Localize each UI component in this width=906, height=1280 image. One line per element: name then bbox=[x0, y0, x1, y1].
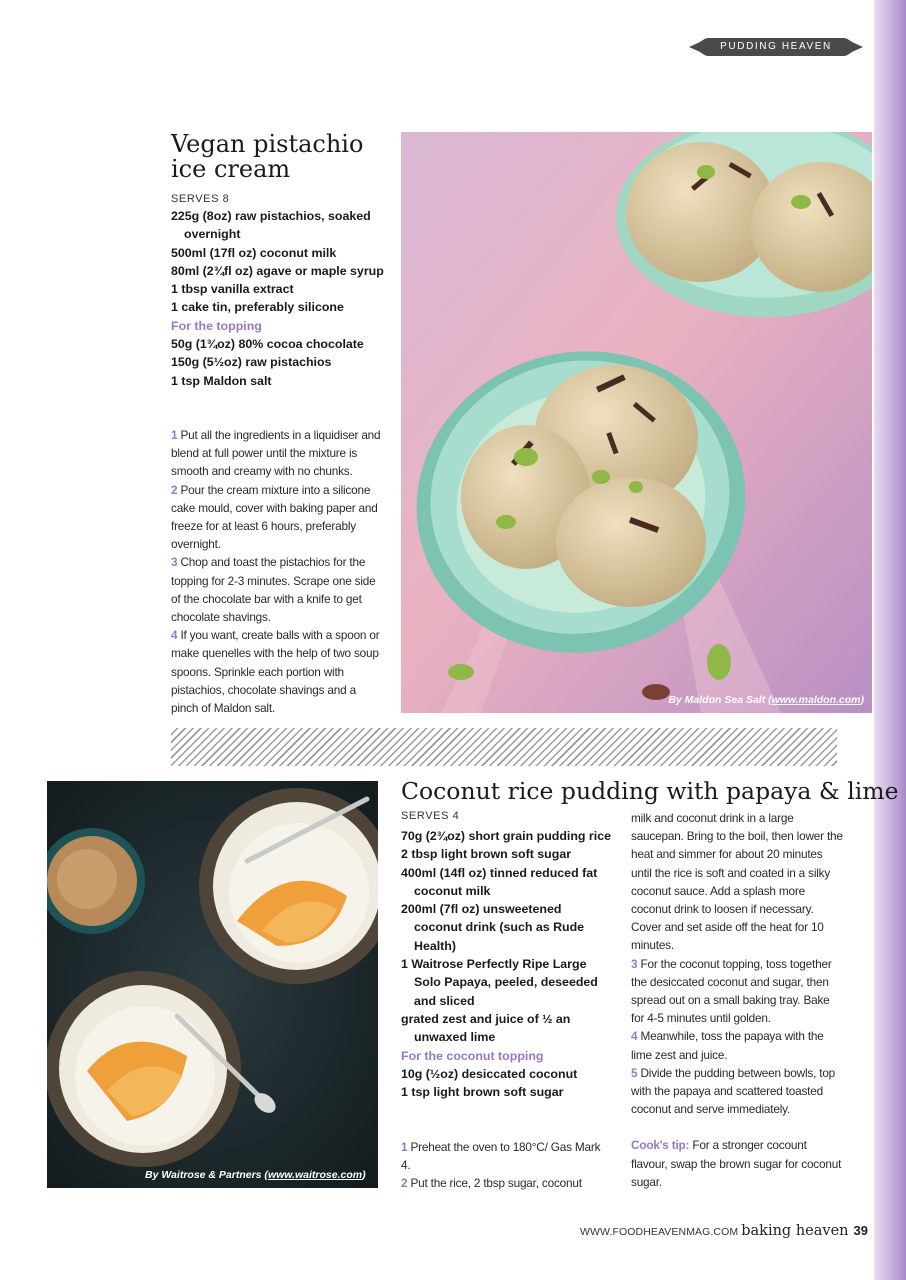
ingredient: 1 tsp light brown soft sugar bbox=[401, 1085, 564, 1100]
step-number: 1 bbox=[171, 428, 178, 442]
step-text: Chop and toast the pistachios for the topping for 2-3 minutes. Scrape one side of the chocolate bar with a knife to get chocolate shavings. bbox=[171, 555, 376, 625]
photo-credit-waitrose bbox=[145, 1169, 366, 1181]
step-number: 2 bbox=[171, 482, 178, 497]
credit-prefix: By Waitrose & Partners ( bbox=[145, 1169, 268, 1181]
ingredient: 225g (8oz) raw pistachios, soaked overnight bbox=[171, 209, 371, 242]
recipe1-title-line2: ice cream bbox=[171, 155, 291, 183]
step-text: Put all the ingredients in a liquidiser and blend at full power until the mixture is smooth and creamy with no chunks. bbox=[171, 428, 381, 479]
topping-heading: For the topping bbox=[171, 318, 262, 333]
footer-brand: baking heaven bbox=[741, 1223, 849, 1239]
step-text: Pour the cream mixture into a silicone cake mould, cover with baking paper and freeze for at least 6 hours, preferably overnight. bbox=[171, 482, 378, 552]
page-footer bbox=[580, 1222, 868, 1242]
step-text: Divide the pudding between bowls, top with the papaya and scattered toasted coconut and serve immediately. bbox=[631, 1065, 836, 1117]
recipe1-method bbox=[171, 426, 381, 717]
ingredient: grated zest and juice of ½ an unwaxed lime bbox=[401, 1011, 571, 1045]
ingredient: 10g (½oz) desiccated coconut bbox=[401, 1066, 578, 1081]
credit-prefix: By Maldon Sea Salt ( bbox=[668, 694, 772, 706]
credit-link[interactable]: www.waitrose.com bbox=[267, 1169, 363, 1181]
rice-pudding-photo bbox=[47, 781, 378, 1188]
method-step bbox=[631, 955, 845, 1028]
section-tag: PUDDING HEAVEN bbox=[720, 41, 832, 52]
ingredient: 50g (1¾oz) 80% cocoa chocolate bbox=[171, 337, 364, 352]
footer-url[interactable]: WWW.FOODHEAVENMAG.COM bbox=[580, 1226, 739, 1238]
method-step bbox=[171, 426, 381, 481]
step-text: Preheat the oven to 180°C/ Gas Mark 4. bbox=[401, 1140, 601, 1173]
method-step bbox=[171, 626, 381, 717]
method-step bbox=[401, 1138, 606, 1174]
ingredient: 2 tbsp light brown soft sugar bbox=[401, 847, 572, 862]
ice-cream-photo bbox=[401, 132, 872, 713]
recipe1-ingredients bbox=[171, 207, 386, 390]
recipe2-method-col2 bbox=[631, 809, 845, 1191]
step-number: 4 bbox=[631, 1029, 638, 1044]
step-number: 3 bbox=[171, 555, 178, 570]
rice-pudding-illustration bbox=[47, 781, 378, 1188]
step-text: Meanwhile, toss the papaya with the lime zest and juice. bbox=[631, 1029, 824, 1062]
step-number: 3 bbox=[631, 956, 638, 971]
tip-text: For a stronger cocount flavour, swap the brown sugar for coconut sugar. bbox=[631, 1138, 842, 1189]
method-step bbox=[631, 1027, 845, 1063]
method-step-continued bbox=[631, 809, 845, 955]
ingredient: 1 cake tin, preferably silicone bbox=[171, 300, 344, 315]
photo-credit-maldon bbox=[668, 694, 864, 706]
credit-suffix: ) bbox=[860, 694, 864, 706]
step-number: 2 bbox=[401, 1176, 408, 1191]
recipe2-method-col1 bbox=[401, 1138, 606, 1193]
credit-link[interactable]: www.maldon.com bbox=[771, 694, 861, 706]
ice-cream-illustration bbox=[401, 132, 872, 713]
cooks-tip bbox=[631, 1136, 845, 1191]
method-step bbox=[401, 1174, 606, 1192]
page-edge-tint bbox=[874, 0, 906, 1280]
step-number: 1 bbox=[401, 1140, 408, 1154]
ingredient: 200ml (7fl oz) unsweetened coconut drink (such as Rude Health) bbox=[401, 902, 585, 953]
recipe2-ingredients bbox=[401, 827, 613, 1101]
step-text: milk and coconut drink in a large saucepan. Bring to the boil, then lower the heat and simmer for about 20 minutes until the rice is soft and coated in a silky coconut sauce. Add a splash more coconut drink to loosen if necessary. Cover and set aside off the heat for 10 minutes. bbox=[631, 811, 843, 953]
ingredient: 150g (5½oz) raw pistachios bbox=[171, 355, 332, 370]
step-number: 4 bbox=[171, 628, 178, 643]
ingredient: 1 Waitrose Perfectly Ripe Large Solo Papaya, peeled, deseeded and sliced bbox=[401, 957, 598, 1008]
recipe1-serves: SERVES 8 bbox=[171, 193, 230, 205]
recipe2-title: Coconut rice pudding with papaya & lime bbox=[401, 777, 899, 805]
ingredient: 1 tsp Maldon salt bbox=[171, 373, 272, 388]
step-number: 5 bbox=[631, 1065, 638, 1080]
recipe1-title-line1: Vegan pistachio bbox=[171, 130, 364, 158]
topping-heading: For the coconut topping bbox=[401, 1048, 544, 1063]
step-text: For the coconut topping, toss together the desiccated coconut and sugar, then spread out on a small baking tray. Bake for 4-5 minutes until golden. bbox=[631, 956, 832, 1026]
divider-hatch bbox=[171, 728, 837, 766]
recipe1-title bbox=[171, 132, 363, 182]
ingredient: 400ml (14fl oz) tinned reduced fat coconut milk bbox=[401, 865, 598, 898]
step-text: Put the rice, 2 tbsp sugar, coconut bbox=[410, 1176, 582, 1191]
ingredient: 500ml (17fl oz) coconut milk bbox=[171, 245, 337, 260]
credit-suffix: ) bbox=[362, 1169, 366, 1181]
ingredient: 70g (2¾oz) short grain pudding rice bbox=[401, 829, 611, 843]
ingredient: 80ml (2¾fl oz) agave or maple syrup bbox=[171, 263, 384, 278]
recipe2-serves: SERVES 4 bbox=[401, 810, 460, 822]
page-number: 39 bbox=[853, 1223, 868, 1238]
method-step bbox=[171, 553, 381, 626]
tip-label: Cook's tip: bbox=[631, 1138, 690, 1153]
ingredient: 1 tbsp vanilla extract bbox=[171, 282, 294, 297]
method-step bbox=[171, 481, 381, 554]
step-text: If you want, create balls with a spoon or make quenelles with the help of two soup spoons. Sprinkle each portion with pistachios, chocolate shavings and a pinch of Maldon salt. bbox=[171, 628, 380, 716]
method-step bbox=[631, 1064, 845, 1119]
